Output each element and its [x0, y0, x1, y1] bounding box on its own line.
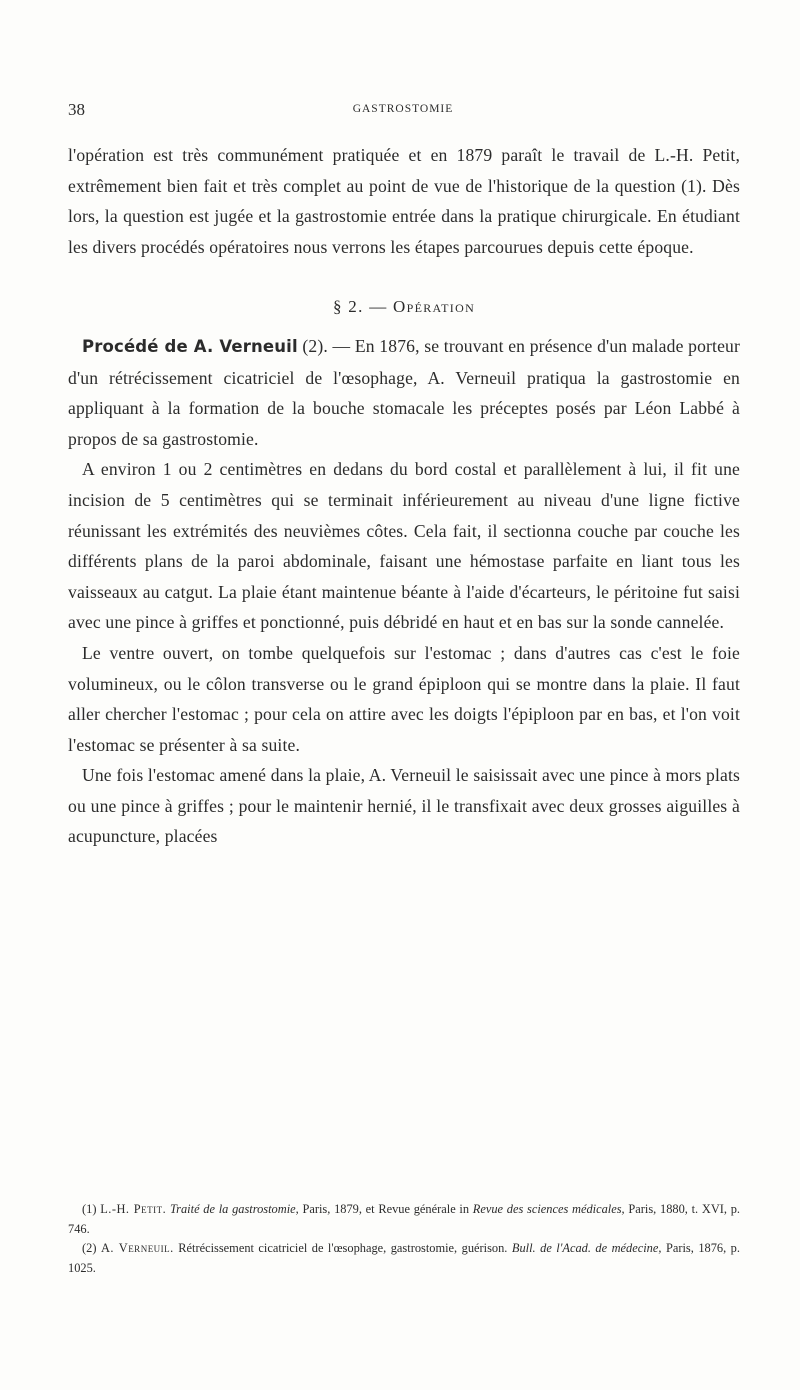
- footnote-1-end: Paris, 1880, t. XVI, p. 746.: [68, 1202, 741, 1236]
- footnote-2-journal: Bull. de l'Acad. de médecine,: [511, 1241, 662, 1255]
- page-number: 38: [68, 100, 85, 119]
- footnote-1-mid: Paris, 1879, et Revue générale in: [298, 1202, 473, 1216]
- page-header: [68, 100, 738, 124]
- paragraph-estomac: Une fois l'estomac amené dans la plaie, A. Verneuil le saisissait avec une pince à mors plats ou une pince à griffes ; pour le maintenir hernié, il le transfixait avec deux grosses aiguilles à acupuncture, placées: [68, 765, 740, 847]
- paragraph-verneuil-text: (2). — En 1876, se trouvant en présence d'un malade porteur d'un rétrécissement cicatriciel de l'œsophage, A. Verneuil pratiqua la gastrostomie en appliquant à la formation de la bouche stomacale les préceptes posés par Léon Labbé à propos de sa gastrostomie.: [68, 335, 740, 449]
- footnote-2-author: A. Verneuil.: [100, 1241, 174, 1255]
- paragraph-incision: A environ 1 ou 2 centimètres en dedans du bord costal et parallèlement à lui, il fit une incision de 5 centimètres qui se terminait inférieurement au niveau d'une ligne fictive réunissant les extrémités des neuvièmes côtes. Cela fait, il sectionna couche par couche les différents plans de la paroi abdominale, faisant une hémostase parfaite en liant tous les vaisseaux au catgut. La plaie étant maintenue béante à l'aide d'écarteurs, le péritoine fut saisi avec une pince à griffes et ponctionné, puis débridé en haut et en bas sur la sonde cannelée.: [68, 459, 740, 633]
- footnote-2-marker: (2): [82, 1241, 101, 1255]
- footnotes: [68, 1200, 740, 1278]
- paragraph-ventre: Le ventre ouvert, on tombe quelquefois sur l'estomac ; dans d'autres cas c'est le foie volumineux, ou le côlon transverse ou le grand épiploon qui se montre dans la plaie. Il faut aller chercher l'estomac ; pour cela on attire avec les doigts l'épiploon par en bas, et l'on voit l'estomac se présenter à sa suite.: [68, 642, 740, 755]
- procedure-title: Procédé de A. Verneuil: [82, 336, 298, 356]
- running-title: GASTROSTOMIE: [352, 103, 454, 115]
- footnote-2-mid: Rétrécissement cicatriciel de l'œsophage, gastrostomie, guérison.: [173, 1241, 512, 1255]
- footnote-1-author: L.-H. Petit.: [100, 1202, 167, 1216]
- footnote-1: [68, 1200, 740, 1239]
- footnote-1-title: Traité de la gastrostomie,: [166, 1202, 299, 1216]
- body-text: [68, 140, 740, 852]
- footnote-1-marker: (1): [82, 1202, 101, 1216]
- section-heading: § 2. — Opération: [332, 297, 476, 317]
- paragraph-verneuil: [68, 331, 740, 454]
- footnote-2-end: Paris, 1876, p. 1025.: [68, 1241, 740, 1275]
- footnote-1-journal: Revue des sciences médicales,: [472, 1202, 625, 1216]
- paragraph-intro: l'opération est très communément pratiquée et en 1879 paraît le travail de L.-H. Petit, extrêmement bien fait et très complet au point de vue de l'historique de la question (1). Dès lors, la question est jugée et la gastrostomie entrée dans la pratique chirurgicale. En étudiant les divers procédés opératoires nous verrons les étapes parcourues depuis cette époque.: [68, 145, 740, 257]
- footnote-2: [68, 1239, 740, 1278]
